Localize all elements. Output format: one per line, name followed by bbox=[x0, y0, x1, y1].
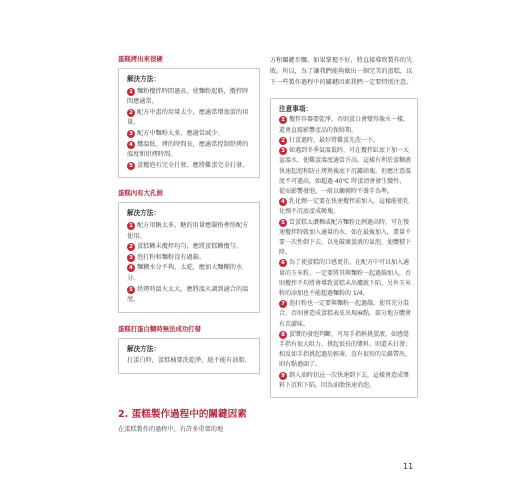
solution-box bbox=[118, 202, 260, 312]
number-badge: 3 bbox=[127, 130, 135, 138]
section-large-holes bbox=[118, 189, 260, 312]
page-number: 11 bbox=[403, 462, 414, 471]
number-badge: 4 bbox=[127, 264, 135, 272]
note-item bbox=[279, 115, 411, 135]
solution-item bbox=[127, 140, 252, 161]
note-item bbox=[279, 136, 411, 146]
solution-box bbox=[118, 338, 260, 374]
number-badge: 6 bbox=[279, 259, 287, 267]
solution-item bbox=[127, 253, 252, 264]
section-title: 蛋糕內有大孔洞 bbox=[118, 189, 163, 198]
number-badge: 2 bbox=[127, 109, 135, 117]
number-badge: 3 bbox=[127, 254, 135, 262]
intro-paragraph: 方和關鍵步驟。如果掌握不好，將直接導致製作的失敗。所以，為了讓我們能夠做出一個完美的蛋糕，以下一些製作過程中的關鍵因素我們一定要特別注意。 bbox=[270, 57, 413, 87]
solution-item bbox=[127, 285, 252, 306]
note-item bbox=[279, 371, 411, 391]
solution-text: 麵糊水分不夠，太乾，應加大麵糊的水分。 bbox=[127, 264, 243, 282]
note-item bbox=[279, 146, 411, 197]
solution-item bbox=[127, 161, 252, 172]
note-item bbox=[279, 299, 411, 330]
solution-heading: 解決方法： bbox=[127, 344, 160, 353]
notes-heading: 注意事項： bbox=[279, 105, 312, 114]
solution-text: 蛋攪泡有完全打發，應將雞蛋完全打發。 bbox=[137, 161, 249, 169]
solution-item bbox=[127, 108, 252, 129]
section-egg-white-failure bbox=[118, 325, 260, 374]
number-badge: 2 bbox=[127, 243, 135, 251]
solution-box bbox=[118, 68, 260, 178]
solution-item bbox=[127, 356, 252, 367]
solution-text: 爐溫低、烤的時間長，應適當控制烘烤的溫度和烘烤時間。 bbox=[127, 140, 249, 159]
note-text: 泡打粉也一定要與麵粉一起過篩，使其充分混合，否則會造成蛋糕表皮出現麻點，部分地方體會有苦澀味。 bbox=[279, 300, 412, 328]
note-text: 蛋漿的發泡判斷，可用手指輕挑蛋液，如感覺手指有很大阻力，挑起很長的漿料，則還未打發；相反如手指挑起過於輕薄，沒有很短的尖錐帶出，則有點過頭了。 bbox=[279, 330, 412, 369]
number-badge: 4 bbox=[279, 198, 287, 206]
solution-item bbox=[127, 242, 252, 253]
number-badge: 5 bbox=[127, 162, 135, 170]
note-item bbox=[279, 330, 411, 371]
solution-text: 打蛋白時，蛋糕桶要洗乾淨，絕不能有油脂。 bbox=[127, 357, 251, 365]
solution-text: 配方中蛋的用量太少，應適當增加蛋的用量。 bbox=[127, 108, 249, 127]
left-column bbox=[118, 55, 260, 374]
note-item bbox=[279, 197, 411, 217]
notes-box bbox=[270, 98, 418, 398]
section-body-text: 在蛋糕製作的過程中，有許多重要的地 bbox=[118, 426, 224, 433]
solution-item bbox=[127, 129, 252, 140]
note-text: 倒入油時切忌一次快速倒下去，這樣會造成漿料下沉和下陷，因為油脂快速消泡。 bbox=[279, 371, 410, 389]
number-badge: 5 bbox=[279, 219, 287, 227]
number-badge: 7 bbox=[279, 300, 287, 308]
note-text: 打蛋過時，最好將雞蛋先洗一下。 bbox=[289, 136, 380, 144]
solution-item bbox=[127, 87, 252, 108]
section-hard-cake bbox=[118, 55, 260, 178]
section-title: 蛋糕烤出來很硬 bbox=[118, 55, 163, 63]
solution-item bbox=[127, 263, 252, 284]
number-badge: 1 bbox=[127, 88, 135, 96]
number-badge: 8 bbox=[279, 331, 287, 339]
solution-text: 蛋糕糊未攪拌均勻，應將蛋糕糊攪勻。 bbox=[137, 243, 243, 251]
number-badge: 1 bbox=[279, 116, 287, 124]
solution-text: 烘烤時溫火太大，應將溫火調到適合的溫度。 bbox=[127, 285, 249, 304]
note-text: 當蛋糕太濃稠或配方麵粉比例過高時，可在慢速攪拌時就加入適量的水，如在最後加入，盡量不要一次性倒下去，以免破壞蛋液的氣泡，使體積下降。 bbox=[279, 218, 412, 257]
number-badge: 4 bbox=[127, 141, 135, 149]
section-heading: 2. 蛋糕製作過程中的關鍵因素 bbox=[118, 409, 247, 420]
note-text: 為了使蛋糕的口感更佳，在配方中可以加入適量的玉米粉，一定要將其與麵粉一起過篩加入，否則攪拌不均將會導致蛋糕未出爐就下陷。另外玉米粉的添加也不能超過麵粉的 1/4。 bbox=[279, 259, 412, 297]
note-text: 攪拌容器要乾淨，否則蛋白會變得像水一樣，還會直接影響產品的保鮮期。 bbox=[279, 116, 410, 134]
number-badge: 9 bbox=[279, 372, 287, 380]
note-text: 乳化劑一定要在快速攪拌前加入，這樣能使乳化劑不沉底產成硬塊。 bbox=[279, 198, 410, 216]
solution-heading: 解決方法： bbox=[127, 209, 160, 218]
note-item bbox=[279, 218, 411, 259]
solution-text: 麵粉攪拌時間過長，使麵粉起筋，攪拌時間應適當。 bbox=[127, 87, 249, 106]
number-badge: 2 bbox=[279, 137, 287, 145]
section-title: 蛋糕打蛋白糊時無法成功打發 bbox=[118, 324, 202, 333]
number-badge: 5 bbox=[127, 286, 135, 294]
number-badge: 1 bbox=[127, 222, 135, 230]
solution-text: 泡打粉和麵粉沒有過篩。 bbox=[137, 253, 206, 261]
note-item bbox=[279, 258, 411, 299]
solution-heading: 解決方法： bbox=[127, 75, 160, 83]
number-badge: 3 bbox=[279, 147, 287, 155]
note-text: 如遇到冬季氣溫低時，可在攪拌缸底下加一大盆溫水，使雞蛋溫度適當升高。這樣有利於蛋糊液快速起泡和防止烤熟後底下沉澱結塊。但應注意溫度不可過高，如超過 40℃ 時蛋清會發生變性，從而影響發泡。一般以觸摸時不燙手為準。 bbox=[279, 147, 412, 195]
solution-text: 配方中麵粉太多，應適當減少。 bbox=[137, 129, 224, 137]
solution-text: 配方用糖太多，糖的用量應嚴格參照配方使用。 bbox=[127, 221, 249, 240]
solution-item bbox=[127, 221, 252, 242]
right-column bbox=[270, 55, 418, 398]
